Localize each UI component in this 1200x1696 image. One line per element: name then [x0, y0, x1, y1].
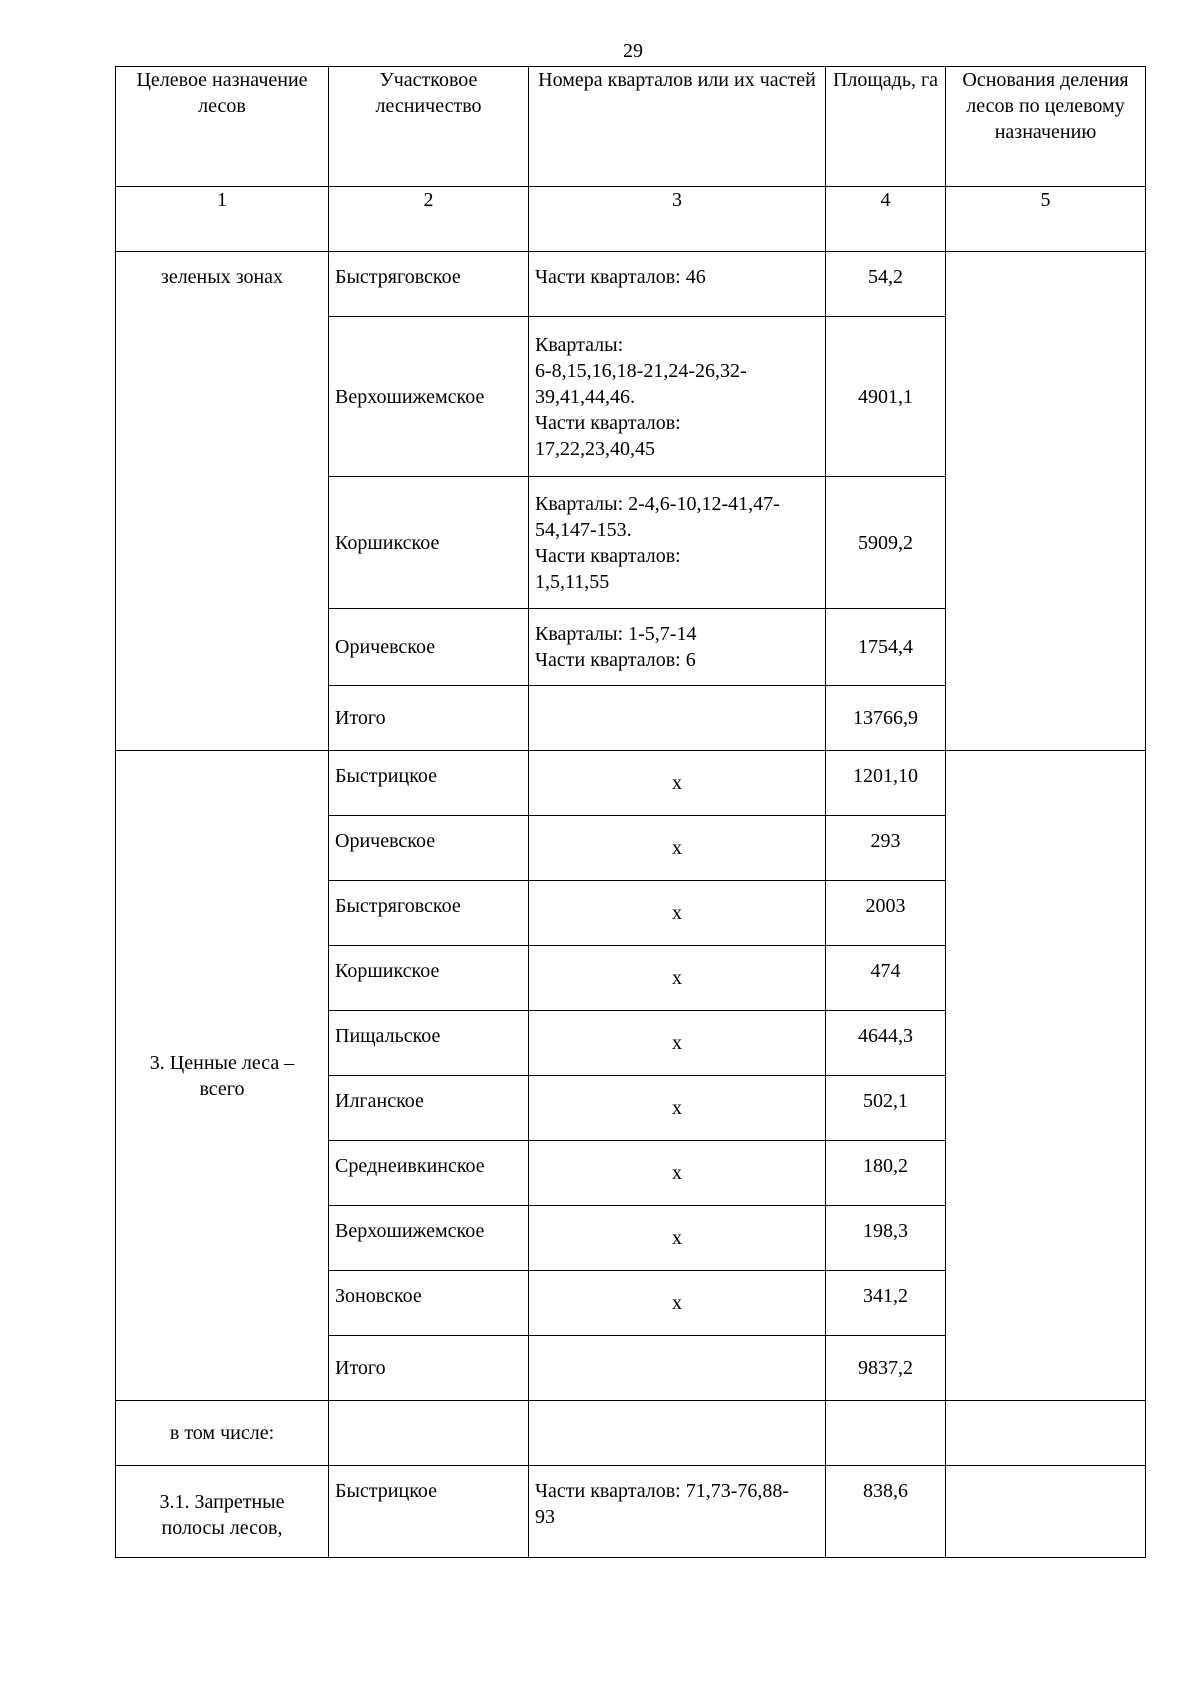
- quarters-cell: х: [529, 1141, 826, 1206]
- empty-cell: [529, 1401, 826, 1466]
- forestry-cell: Быстряговское: [329, 881, 529, 946]
- quarters-line: Части кварталов:: [535, 544, 681, 567]
- area-cell: 198,3: [826, 1206, 946, 1271]
- quarters-line: 1,5,11,55: [535, 570, 610, 593]
- quarters-cell: [529, 1336, 826, 1401]
- quarters-cell: Части кварталов: 46: [529, 252, 826, 317]
- basis-cell: [946, 751, 1146, 1401]
- page-number: 29: [623, 40, 643, 62]
- group-label-line: полосы лесов,: [161, 1516, 283, 1539]
- total-area: 9837,2: [826, 1336, 946, 1401]
- forestry-cell: Верхошижемское: [329, 317, 529, 477]
- forestry-cell: Коршикское: [329, 946, 529, 1011]
- forestry-cell: Быстрицкое: [329, 751, 529, 816]
- empty-cell: [826, 1401, 946, 1466]
- total-label: Итого: [329, 1336, 529, 1401]
- quarters-cell: [529, 686, 826, 751]
- quarters-line: 54,147-153.: [535, 518, 632, 541]
- area-cell: 54,2: [826, 252, 946, 317]
- area-cell: 5909,2: [826, 477, 946, 609]
- quarters-cell: х: [529, 751, 826, 816]
- quarters-line: 39,41,44,46.: [535, 385, 635, 408]
- area-cell: 293: [826, 816, 946, 881]
- area-cell: 474: [826, 946, 946, 1011]
- quarters-cell: х: [529, 1271, 826, 1336]
- area-cell: 180,2: [826, 1141, 946, 1206]
- area-cell: 341,2: [826, 1271, 946, 1336]
- group-label-prohibited-strips: [116, 1466, 329, 1558]
- total-area: 13766,9: [826, 686, 946, 751]
- quarters-cell: х: [529, 1011, 826, 1076]
- area-cell: 1754,4: [826, 609, 946, 686]
- group-label-green-zones: зеленых зонах: [116, 252, 329, 751]
- col-number: 5: [946, 187, 1146, 252]
- quarters-cell: х: [529, 881, 826, 946]
- basis-cell: [946, 1466, 1146, 1558]
- forestry-cell: Зоновское: [329, 1271, 529, 1336]
- quarters-line: Части кварталов: 71,73-76,88-: [535, 1480, 790, 1502]
- area-cell: 838,6: [826, 1466, 946, 1558]
- basis-cell: [946, 252, 1146, 751]
- area-cell: 2003: [826, 881, 946, 946]
- empty-cell: [329, 1401, 529, 1466]
- forestry-cell: Илганское: [329, 1076, 529, 1141]
- table-row: [116, 751, 1146, 816]
- quarters-line: 17,22,23,40,45: [535, 437, 655, 460]
- quarters-cell: [529, 477, 826, 609]
- header-quarters: Номера кварталов или их частей: [529, 67, 826, 187]
- area-cell: 4901,1: [826, 317, 946, 477]
- table-row: [116, 252, 1146, 317]
- group-label-line: 3. Ценные леса –: [149, 1051, 295, 1074]
- quarters-cell: х: [529, 1076, 826, 1141]
- quarters-cell: х: [529, 816, 826, 881]
- col-number: 4: [826, 187, 946, 252]
- forestry-cell: Коршикское: [329, 477, 529, 609]
- forestry-cell: Верхошижемское: [329, 1206, 529, 1271]
- column-number-row: [116, 187, 1146, 252]
- quarters-line: Части кварталов: 6: [535, 649, 696, 671]
- including-label: в том числе:: [116, 1401, 329, 1466]
- quarters-line: Кварталы: 2-4,6-10,12-41,47-: [535, 492, 780, 515]
- group-label-line: 3.1. Запретные: [159, 1490, 285, 1513]
- quarters-cell: [529, 609, 826, 686]
- empty-cell: [946, 1401, 1146, 1466]
- forestry-cell: Оричевское: [329, 609, 529, 686]
- col-number: 1: [116, 187, 329, 252]
- col-number: 2: [329, 187, 529, 252]
- forestry-cell: Оричевское: [329, 816, 529, 881]
- header-basis: Основания деления лесов по целевому назначению: [946, 67, 1146, 187]
- group-label-line: всего: [199, 1077, 245, 1100]
- quarters-line: 93: [535, 1506, 555, 1528]
- forestry-cell: Быстряговское: [329, 252, 529, 317]
- col-number: 3: [529, 187, 826, 252]
- header-forestry: Участковое лесничество: [329, 67, 529, 187]
- forestry-cell: Пищальское: [329, 1011, 529, 1076]
- area-cell: 502,1: [826, 1076, 946, 1141]
- quarters-line: 6-8,15,16,18-21,24-26,32-: [535, 359, 747, 382]
- header-area: Площадь, га: [826, 67, 946, 187]
- quarters-cell: х: [529, 946, 826, 1011]
- quarters-line: Кварталы: 1-5,7-14: [535, 623, 697, 645]
- table-header-row: [116, 67, 1146, 187]
- quarters-cell: [529, 317, 826, 477]
- header-forest-purpose: Целевое назначение лесов: [116, 67, 329, 187]
- quarters-line: Части кварталов:: [535, 411, 681, 434]
- forestry-cell: Быстрицкое: [329, 1466, 529, 1558]
- including-row: [116, 1401, 1146, 1466]
- table-row: [116, 1466, 1146, 1558]
- quarters-cell: [529, 1466, 826, 1558]
- area-cell: 1201,10: [826, 751, 946, 816]
- group-label-valuable-forests: [116, 751, 329, 1401]
- forest-purpose-table: [115, 66, 1146, 1558]
- forestry-cell: Среднеивкинское: [329, 1141, 529, 1206]
- total-label: Итого: [329, 686, 529, 751]
- area-cell: 4644,3: [826, 1011, 946, 1076]
- quarters-line: Кварталы:: [535, 333, 624, 356]
- quarters-cell: х: [529, 1206, 826, 1271]
